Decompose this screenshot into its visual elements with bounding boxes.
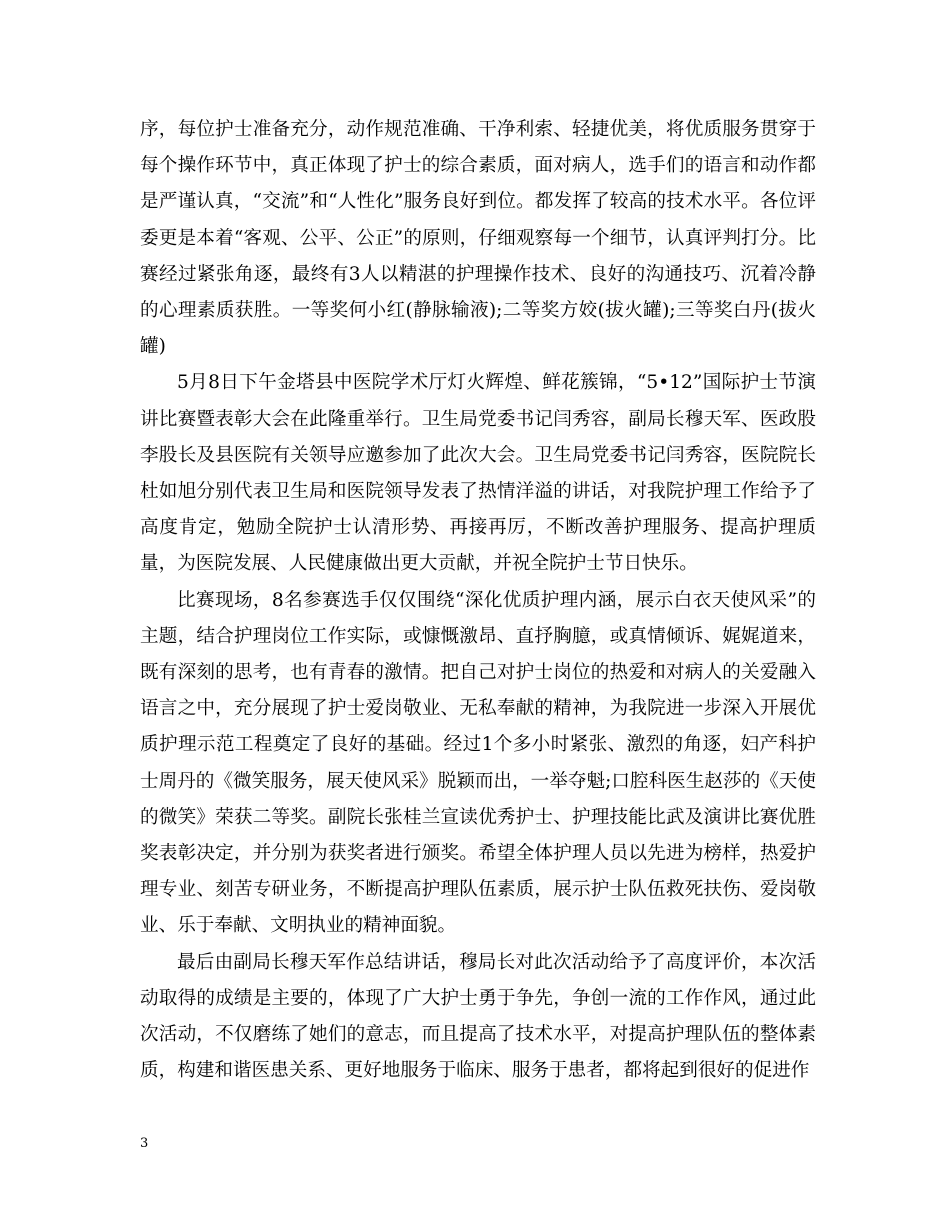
page-number: 3	[140, 1136, 149, 1151]
paragraph-ceremony: 5月8日下午金塔县中医院学术厅灯火辉煌、鲜花簇锦，“5•12”国际护士节演讲比赛暨表彰大会在此隆重举行。卫生局党委书记闫秀容，副局长穆天军、医政股李股长及县医院有关领导应邀参加了此次大会。卫生局党委书记闫秀容，医院院长杜如旭分别代表卫生局和医院领导发表了热情洋溢的讲话，对我院护理工作给予了高度肯定，勉励全院护士认清形势、再接再厉，不断改善护理服务、提高护理质量，为医院发展、人民健康做出更大贡献，并祝全院护士节日快乐。	[140, 372, 816, 575]
document-body	[140, 112, 816, 1089]
paragraph-competition: 比赛现场，8名参赛选手仅仅围绕“深化优质护理内涵，展示白衣天使风采”的主题，结合护理岗位工作实际，或慷慨激昂、直抒胸臆，或真情倾诉、娓娓道来，既有深刻的思考，也有青春的激情。把自己对护士岗位的热爱和对病人的关爱融入语言之中，充分展现了护士爱岗敬业、无私奉献的精神，为我院进一步深入开展优质护理示范工程奠定了良好的基础。经过1个多小时紧张、激烈的角逐，妇产科护士周丹的《微笑服务，展天使风采》脱颖而出，一举夺魁;口腔科医生赵莎的《天使的微笑》荣获二等奖。副院长张桂兰宣读优秀护士、护理技能比武及演讲比赛优胜奖表彰决定，并分别为获奖者进行颁奖。希望全体护理人员以先进为榜样，热爱护理专业、刻苦专研业务，不断提高护理队伍素质，展示护士队伍救死扶伤、爱岗敬业、乐于奉献、文明执业的精神面貌。	[140, 589, 816, 937]
paragraph-continued: 序，每位护士准备充分，动作规范准确、干净利索、轻捷优美，将优质服务贯穿于每个操作环节中，真正体现了护士的综合素质，面对病人，选手们的语言和动作都是严谨认真，“交流”和“人性化”服务良好到位。都发挥了较高的技术水平。各位评委更是本着“客观、公平、公正”的原则，仔细观察每一个细节，认真评判打分。比赛经过紧张角逐，最终有3人以精湛的护理操作技术、良好的沟通技巧、沉着冷静的心理素质获胜。一等奖何小红(静脉输液);二等奖方姣(拔火罐);三等奖白丹(拔火罐)	[140, 119, 816, 358]
paragraph-summary: 最后由副局长穆天军作总结讲话，穆局长对此次活动给予了高度评价，本次活动取得的成绩是主要的，体现了广大护士勇于争先，争创一流的工作作风，通过此次活动，不仅磨练了她们的意志，而且提高了技术水平，对提高护理队伍的整体素质，构建和谐医患关系、更好地服务于临床、服务于患者，都将起到很好的促进作	[140, 951, 816, 1082]
